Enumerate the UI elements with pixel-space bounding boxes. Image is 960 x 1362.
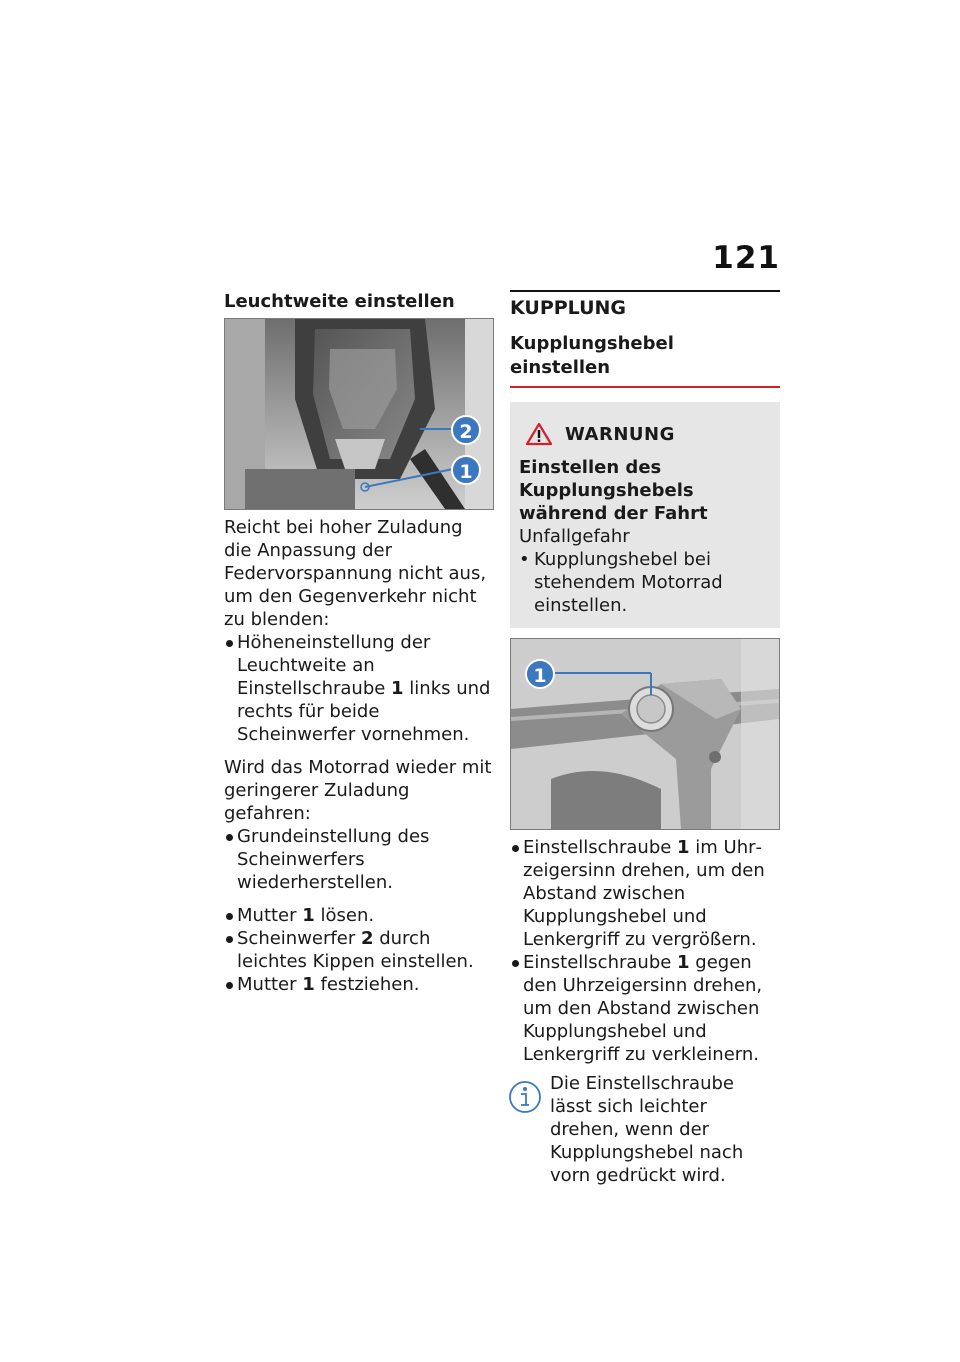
list-item: Einstellschraube 1 gegen den Uhrzeigersinn drehen, um den Abstand zwischen Kupplungshebel und Lenkergriff zu verkleinern. [510,951,780,1066]
list-item: Einstellschraube 1 im Uhrzeigersinn drehen, um den Abstand zwischen Kupplungshebel und Lenkergriff zu vergrößern. [510,836,780,951]
warning-hazard: Unfallgefahr [519,526,630,547]
warning-box [510,402,780,628]
page-number: 121 [712,240,780,276]
list-item: Grundeinstellung des Scheinwerfers wiederherstellen. [224,825,494,894]
bullet-list-c [224,904,494,996]
info-icon [508,1078,542,1116]
info-note-text: Die Einstellschraube lässt sich leichter drehen, wenn der Kupplungshebel nach vorn gedrückt wird. [550,1073,744,1186]
chapter-heading-clutch: KUPPLUNG [510,290,780,320]
warning-title: WARNUNG [565,423,675,445]
list-item: Mutter 1 lösen. [224,904,494,927]
clutch-lever-figure [510,638,780,830]
bullet-list-b [224,825,494,894]
left-column [224,290,494,996]
warning-list [519,548,771,617]
bullet-list-a [224,631,494,746]
list-item: Scheinwerfer 2 durch leichtes Kippen einstellen. [224,927,494,973]
callout-2: 2 [451,415,481,445]
clutch-bullet-list [510,836,780,1066]
headlight-figure [224,318,494,510]
list-item: Mutter 1 festziehen. [224,973,494,996]
warning-item: • Kupplungshebel bei stehendem Motorrad einstellen. [519,548,771,617]
section-heading-clutch-lever: Kupplungshebel einstellen [510,320,780,388]
headlight-illustration [225,319,493,509]
list-item: Höheneinstellung der Leuchtweite an Einstellschraube 1 links und rechts für beide Scheinwerfer vornehmen. [224,631,494,746]
callout-1: 1 [525,659,555,689]
section-heading-headlight: Leuchtweite einstellen [224,291,455,312]
callout-1: 1 [451,455,481,485]
intro-text: Reicht bei hoher Zuladung die Anpassung der Federvorspannung nicht aus, um den Gegenverkehr nicht zu blenden: [224,517,487,630]
right-column [510,290,780,1187]
info-note [510,1072,780,1187]
warning-subtitle: Einstellen des Kupplungshebels während der Fahrt [519,457,708,524]
warning-triangle-icon [525,422,553,446]
paragraph-lower-load: Wird das Motorrad wieder mit geringerer Zuladung gefahren: [224,757,492,824]
